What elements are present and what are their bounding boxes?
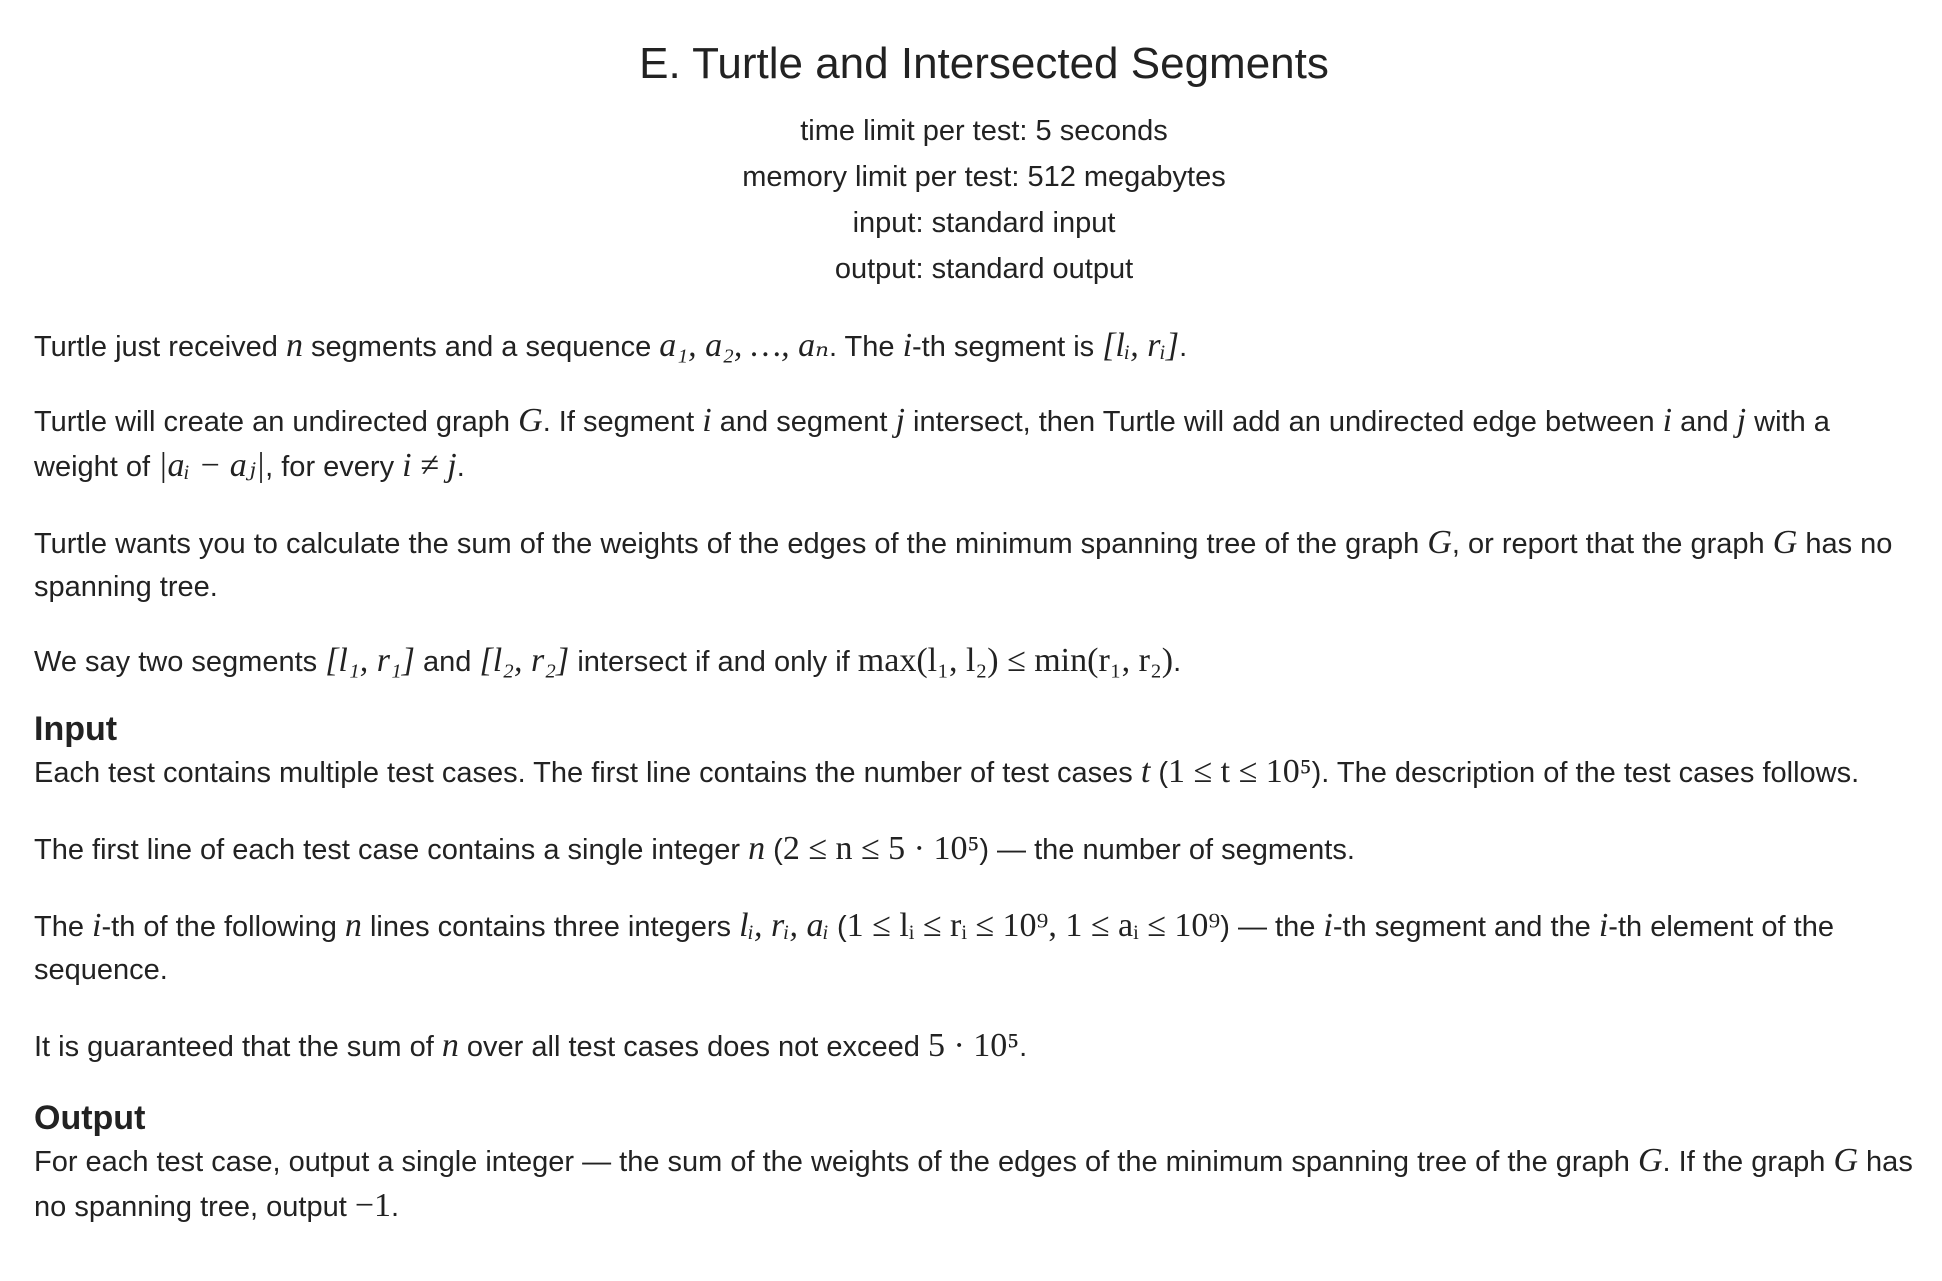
time-limit: time limit per test: 5 seconds [800,115,1168,147]
text: and segment [711,406,896,438]
text: ( [1150,757,1169,789]
text: and [1672,406,1737,438]
problem-limits [34,108,1934,292]
math: lᵢ, rᵢ, aᵢ [739,907,829,944]
input-section-title: Input [34,710,118,748]
math: G [1772,524,1798,561]
legend-paragraph-4 [34,639,1914,684]
math: t [1140,753,1151,790]
text: , or report that the graph [1451,528,1773,560]
problem-statement [34,324,1914,1229]
legend-paragraph-1 [34,324,1914,369]
math: G [1637,1142,1663,1179]
text: We say two segments [34,646,326,678]
text: The first line of each test case contains a single integer [34,834,749,866]
problem-page [34,0,1914,1229]
math: max(l₁, l₂) ≤ min(r₁, r₂) [857,642,1174,679]
math: i [902,327,913,364]
text: . [1179,331,1188,363]
math: G [1427,524,1452,561]
text: with a weight of [34,406,1830,483]
text: Turtle will create an undirected graph [34,406,519,438]
input-paragraph-2 [34,827,1914,872]
text: . [391,1191,400,1223]
math: n [344,907,362,944]
text: -th element of the sequence. [34,911,1834,986]
problem-title: E. Turtle and Intersected Segments [639,39,1329,88]
text: over all test cases does not exceed [458,1031,928,1063]
legend-paragraph-2 [34,399,1914,489]
text: . If the graph [1662,1146,1834,1178]
math: [lᵢ, rᵢ] [1102,327,1180,364]
output-paragraph-1 [34,1139,1914,1229]
math: i [702,402,712,439]
math: 5 · 10⁵ [927,1027,1020,1064]
text: Turtle just received [34,331,286,363]
text: -th segment is [912,331,1103,363]
text: . [1019,1031,1028,1063]
text: For each test case, output a single integer — the sum of the weights of the edges of the minimum spanning tree of the graph [34,1146,1638,1178]
text: lines contains three integers [361,911,740,943]
text: . If segment [542,406,703,438]
text: ) — the number of segments. [979,834,1355,866]
text: ). The description of the test cases follows. [1311,757,1860,789]
input-paragraph-1 [34,750,1914,795]
math: i [1598,907,1609,944]
text: intersect, then Turtle will add an undirected edge between [904,406,1663,438]
problem-header [34,0,1934,292]
math: n [441,1027,459,1064]
math: 1 ≤ t ≤ 10⁵ [1168,753,1312,790]
text: intersect if and only if [569,646,858,678]
math: |aᵢ − aⱼ| [158,447,266,484]
math: i ≠ j [402,447,457,484]
math: n [285,327,303,364]
math: i [1323,907,1333,944]
text: has no spanning tree. [34,528,1893,603]
math: −1 [354,1187,392,1224]
text: -th of the following [101,911,345,943]
text: The [34,911,93,943]
math: i [1662,402,1673,439]
text: and [414,646,480,678]
input-spec: input: standard input [852,207,1116,239]
text: . [1173,646,1182,678]
text: -th segment and the [1332,911,1599,943]
text: Turtle wants you to calculate the sum of the weights of the edges of the minimum spanning tree of the graph [34,528,1428,560]
output-section-title: Output [34,1099,146,1137]
math: j [1736,402,1747,439]
input-paragraph-4 [34,1024,1914,1069]
text: ) — the [1220,911,1324,943]
math: 1 ≤ lᵢ ≤ rᵢ ≤ 10⁹, 1 ≤ aᵢ ≤ 10⁹ [846,907,1221,944]
math: i [92,907,102,944]
math: [l₁, r₁] [325,642,415,679]
math: G [518,402,543,439]
math: a₁, a₂, …, aₙ [659,327,829,364]
text: , for every [265,451,403,483]
output-spec: output: standard output [834,253,1134,285]
text: It is guaranteed that the sum of [34,1031,442,1063]
text: . The [828,331,903,363]
text: ( [765,834,783,866]
text: . [456,451,465,483]
text: ( [828,911,847,943]
math: n [748,830,766,867]
math: [l₂, r₂] [479,642,570,679]
text: segments and a sequence [302,331,660,363]
memory-limit: memory limit per test: 512 megabytes [742,161,1226,193]
math: G [1833,1142,1858,1179]
legend-paragraph-3 [34,521,1914,609]
text: Each test contains multiple test cases. The first line contains the number of test cases [34,757,1141,789]
math: 2 ≤ n ≤ 5 · 10⁵ [782,830,980,867]
text: has no spanning tree, output [34,1146,1913,1223]
input-paragraph-3 [34,904,1914,992]
math: j [895,402,905,439]
